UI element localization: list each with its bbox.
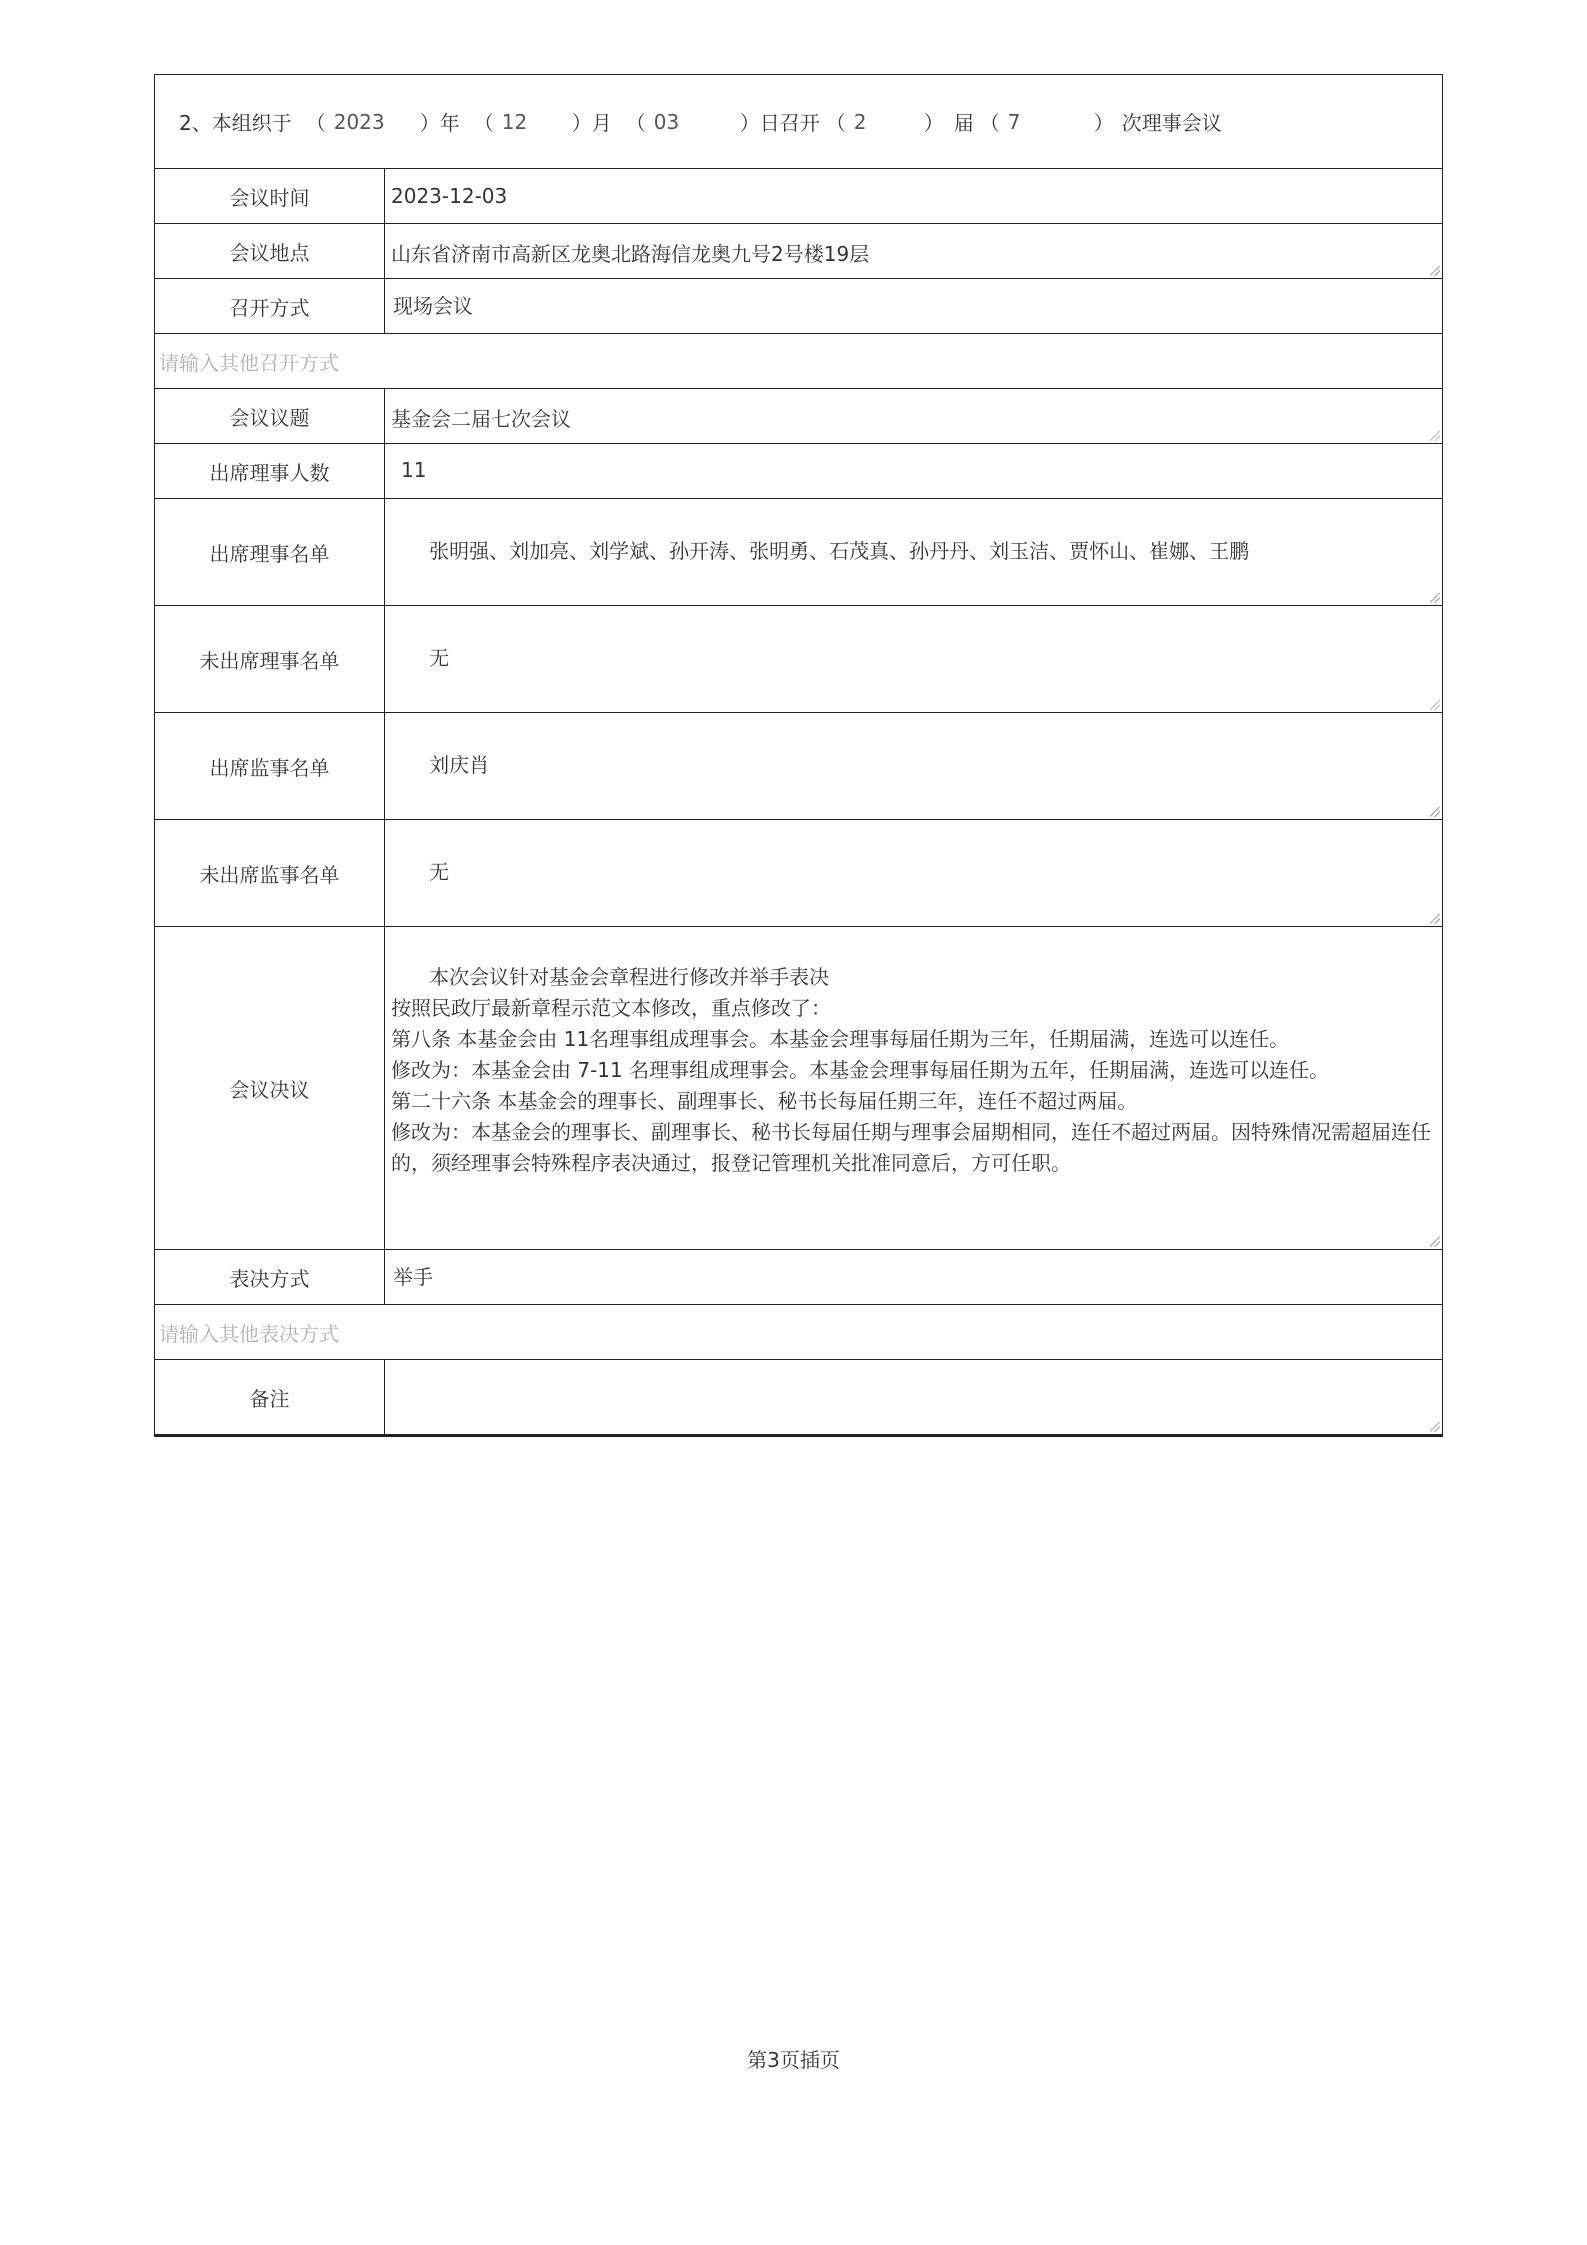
topic-input[interactable] [385, 389, 1442, 443]
row-remarks [155, 1360, 1442, 1434]
row-meeting-time [155, 169, 1442, 224]
topic-label: 会议议题 [155, 389, 385, 443]
absent-supervisors-label: 未出席监事名单 [155, 820, 385, 926]
meeting-mode-select[interactable] [385, 279, 1442, 333]
attend-directors-input[interactable] [385, 499, 1442, 605]
attend-directors-label: 出席理事名单 [155, 499, 385, 605]
row-attend-directors [155, 499, 1442, 606]
row-resolution [155, 927, 1442, 1250]
attend-count-label: 出席理事人数 [155, 444, 385, 498]
remarks-label: 备注 [155, 1360, 385, 1434]
meeting-mode-label: 召开方式 [155, 279, 385, 333]
meeting-form [154, 74, 1443, 1437]
absent-supervisors-input[interactable] [385, 820, 1442, 926]
resolution-label: 会议决议 [155, 927, 385, 1249]
resize-grip-icon[interactable] [1430, 1422, 1440, 1432]
header-prefix: 2、本组织于 [179, 111, 292, 135]
header-suffix: 次理事会议 [1121, 111, 1222, 135]
resize-grip-icon[interactable] [1430, 266, 1440, 276]
meeting-time-input[interactable] [385, 169, 1442, 223]
session-unit: 届 [953, 111, 974, 135]
meeting-place-input[interactable] [385, 224, 1442, 278]
day-field[interactable]: 03 [653, 109, 680, 134]
attend-directors-value: 张明强、刘加亮、刘学斌、孙开涛、张明勇、石茂真、孙丹丹、刘玉洁、贾怀山、崔娜、王鹏 [429, 539, 1250, 563]
meeting-header: 2、本组织于 （ 2023 ） 年 （ 12 ） 月 （ 03 ） 日召开 （ 2 ） 届 （ 7 ） 次理事会议 [155, 75, 1442, 169]
attend-count-value: 11 [401, 457, 427, 482]
other-mode-input[interactable]: 请输入其他召开方式 [155, 334, 1442, 389]
absent-directors-value: 无 [429, 646, 450, 670]
meeting-place-value: 山东省济南市高新区龙奥北路海信龙奥九号2号楼19层 [391, 241, 870, 266]
session-field[interactable]: 2 [853, 109, 867, 134]
absent-directors-label: 未出席理事名单 [155, 606, 385, 712]
topic-value: 基金会二届七次会议 [391, 406, 571, 431]
row-meeting-place [155, 224, 1442, 279]
month-field[interactable]: 12 [501, 109, 528, 134]
row-attend-supervisors [155, 713, 1442, 820]
row-vote-mode [155, 1250, 1442, 1305]
resolution-value: 本次会议针对基金会章程进行修改并举手表决 按照民政厅最新章程示范文本修改，重点修改了： 第八条 本基金会由 11名理事组成理事会。本基金会理事每届任期为三年，任期届满，连选可以连任。 修改为：本基金会由 7-11 名理事组成理事会。本基金会理事每届任期为五年，任期届满，连选可以连任。 第二十六条 本基金会的理事长、副理事长、秘书长每届任期三年，连任不超过两届。 修改为：本基金会的理事长、副理事长、秘书长每届任期与理事会届期相同，连任不超过两届。因特殊情况需超届连任的，须经理事会特殊程序表决通过，报登记管理机关批准同意后，方可任职。 [391, 965, 1431, 1175]
month-unit: 月 [591, 111, 612, 135]
day-unit: 日召开 [759, 111, 820, 135]
attend-supervisors-label: 出席监事名单 [155, 713, 385, 819]
resize-grip-icon[interactable] [1430, 807, 1440, 817]
absent-directors-input[interactable] [385, 606, 1442, 712]
other-vote-input[interactable]: 请输入其他表决方式 [155, 1305, 1442, 1360]
resize-grip-icon[interactable] [1430, 700, 1440, 710]
row-absent-directors [155, 606, 1442, 713]
year-unit: 年 [439, 111, 460, 135]
remarks-input[interactable] [385, 1360, 1442, 1434]
resize-grip-icon[interactable] [1430, 431, 1440, 441]
meeting-time-value: 2023-12-03 [391, 183, 508, 208]
meeting-time-label: 会议时间 [155, 169, 385, 223]
page-number: 第3页插页 [747, 2048, 840, 2072]
resize-grip-icon[interactable] [1430, 1237, 1440, 1247]
attend-count-input[interactable] [385, 444, 1442, 498]
resize-grip-icon[interactable] [1430, 593, 1440, 603]
attend-supervisors-input[interactable] [385, 713, 1442, 819]
meeting-mode-value: 现场会议 [393, 293, 473, 318]
attend-supervisors-value: 刘庆肖 [429, 753, 490, 777]
absent-supervisors-value: 无 [429, 860, 450, 884]
row-absent-supervisors [155, 820, 1442, 927]
row-topic [155, 389, 1442, 444]
resolution-input[interactable] [385, 927, 1442, 1249]
vote-mode-select[interactable] [385, 1250, 1442, 1304]
count-field[interactable]: 7 [1007, 109, 1021, 134]
row-attend-count [155, 444, 1442, 499]
resize-grip-icon[interactable] [1430, 914, 1440, 924]
vote-mode-label: 表决方式 [155, 1250, 385, 1304]
meeting-place-label: 会议地点 [155, 224, 385, 278]
year-field[interactable]: 2023 [333, 109, 385, 134]
row-meeting-mode [155, 279, 1442, 334]
vote-mode-value: 举手 [393, 1264, 433, 1289]
